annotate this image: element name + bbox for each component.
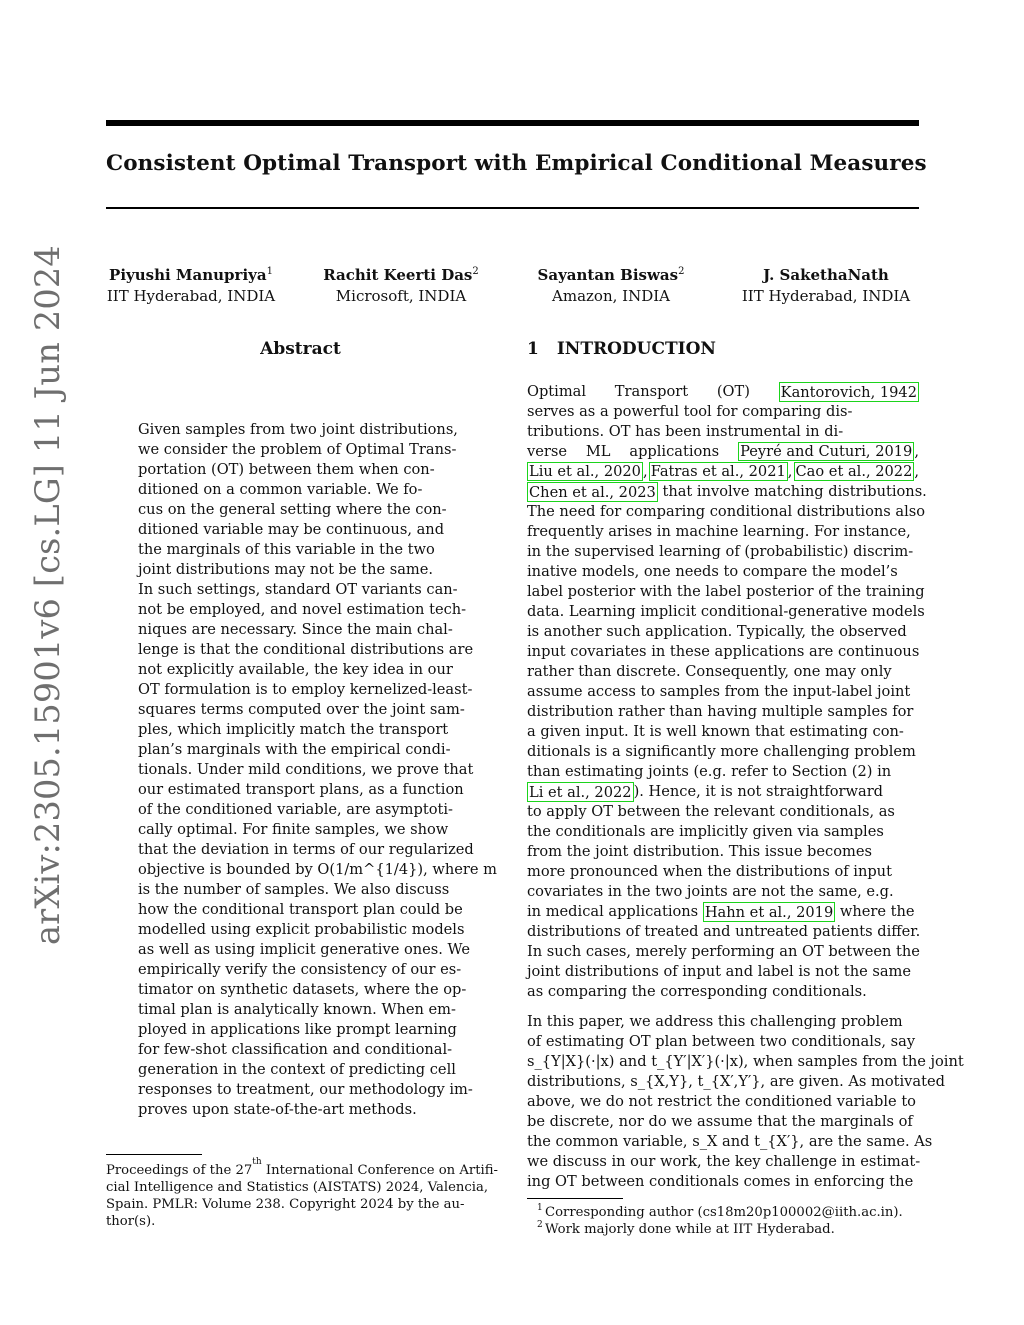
word: Optimal [527,383,587,400]
text-line: a given input. It is well known that estimating con- [527,723,904,740]
abstract-line: we consider the problem of Optimal Trans- [138,441,457,458]
author-name: J. SakethaNath [763,266,889,284]
section-title: INTRODUCTION [556,339,716,359]
citation-link[interactable]: Fatras et al., 2021 [650,463,786,480]
word: ML [585,443,611,460]
abstract-line: is the number of samples. We also discuss [138,881,450,898]
text-line: distributions, s_{X,Y}, t_{X′,Y′}, are given. As motivated [527,1073,945,1090]
text-line: above, we do not restrict the conditioned variable to [527,1093,916,1110]
footnote-line: cial Intelligence and Statistics (AISTATS) 2024, Valencia, [106,1180,489,1195]
abstract-line: timal plan is analytically known. When em- [138,1001,456,1018]
footnote-sup: th [252,1157,262,1167]
text-line: as comparing the corresponding conditionals. [527,983,867,1000]
text-line: the conditionals are implicitly given via samples [527,823,884,840]
abstract-line: not explicitly available, the key idea in our [138,661,453,678]
line-text: that involve matching distributions. [657,483,927,500]
abstract-line: of the conditioned variable, are asymptoti- [138,801,453,818]
text-line: we discuss in our work, the key challenge in estimat- [527,1153,921,1170]
footnote-line: thor(s). [106,1214,156,1229]
text-line: frequently arises in machine learning. For instance, [527,523,911,540]
text-line: assume access to samples from the input-label joint [527,683,911,700]
footnote-line [106,1157,500,1179]
footnote-line: Spain. PMLR: Volume 238. Copyright 2024 by the au- [106,1197,465,1212]
abstract-line: Given samples from two joint distributions, [138,421,458,438]
abstract-line: ployed in applications like prompt learning [138,1021,457,1038]
abstract-line: responses to treatment, our methodology im- [138,1081,473,1098]
author-mark: 2 [472,266,479,277]
arxiv-identifier: arXiv:2305.15901v6 [cs.LG] 11 Jun 2024 [28,245,67,945]
text-line [527,482,927,502]
abstract-line: cally optimal. For finite samples, we show [138,821,449,838]
text-line: covariates in the two joints are not the same, e.g. [527,883,894,900]
author-affiliation: Amazon, INDIA [552,287,670,305]
word: verse [527,443,567,460]
footnote-text: Corresponding author (cs18m20p100002@iith.ac.in). [545,1205,903,1220]
abstract-line: as well as using implicit generative ones. We [138,941,471,958]
paper-title: Consistent Optimal Transport with Empirical Conditional Measures [106,151,927,176]
author-2 [311,262,491,307]
author-1 [106,262,276,307]
abstract-heading: Abstract [260,339,341,359]
text-line: data. Learning implicit conditional-generative models [527,603,925,620]
footnote-mark: 1 [537,1203,543,1213]
footnote-2 [537,1220,919,1238]
text-line: serves as a powerful tool for comparing dis- [527,403,853,420]
footnote-text: Proceedings of the 27 [106,1163,253,1178]
footnote-1 [537,1203,919,1221]
line-text: in medical applications [527,903,703,920]
author-affiliation: IIT Hyderabad, INDIA [741,287,911,305]
abstract-line: modelled using explicit probabilistic models [138,921,465,938]
text-line: ditionals is a significantly more challenging problem [527,743,916,760]
proceedings-footnote [106,1157,500,1230]
abstract-line: that the deviation in terms of our regularized [138,841,474,858]
abstract-line: proves upon state-of-the-art methods. [138,1101,417,1118]
footnote-rule [106,1154,202,1155]
word: applications [629,443,720,460]
abstract-line: squares terms computed over the joint sam- [138,701,465,718]
text-line: tributions. OT has been instrumental in di- [527,423,844,440]
author-mark: 2 [678,266,685,277]
author-name: Rachit Keerti Das [323,266,473,284]
abstract-line: cus on the general setting where the con- [138,501,447,518]
section-heading [527,339,716,359]
footnote-rule [527,1198,623,1199]
author-3 [531,262,691,307]
author-affiliation: IIT Hyderabad, INDIA [106,287,276,305]
text-line: In such cases, merely performing an OT between the [527,943,920,960]
word: Transport [614,383,689,400]
text-line: of estimating OT plan between two conditionals, say [527,1033,916,1050]
text-line: distribution rather than having multiple samples for [527,703,914,720]
abstract-line: portation (OT) between them when con- [138,461,435,478]
text-line: input covariates in these applications are continuous [527,643,920,660]
text-line: joint distributions of input and label is not the same [527,963,912,980]
text-line: inative models, one needs to compare the model’s [527,563,898,580]
text-line: Liu et al., 2020 , Fatras et al., 2021 , Cao et al., 2022 , [529,463,920,480]
text-line: to apply OT between the relevant conditionals, as [527,803,895,820]
abstract-line: ples, which implicitly match the transport [138,721,449,738]
abstract-line: the marginals of this variable in the two [138,541,435,558]
abstract-line: empirically verify the consistency of our es- [138,961,462,978]
citation-link[interactable]: Li et al., 2022 [529,784,632,801]
abstract-line: ditioned variable may be continuous, and [138,521,445,538]
citation-link[interactable]: Kantorovich, 1942 [780,384,917,401]
author-affiliation: Microsoft, INDIA [335,287,467,305]
author-name: Piyushi Manupriya [109,266,267,284]
abstract-line: tionals. Under mild conditions, we prove that [138,761,474,778]
abstract-line: not be employed, and novel estimation tech- [138,601,467,618]
line-text: ). Hence, it is not straightforward [633,783,884,800]
footnote-text: International Conference on Artifi- [261,1163,498,1178]
citation-link[interactable]: Peyré and Cuturi, 2019 [740,443,913,460]
citation-link[interactable]: Cao et al., 2022 [795,463,913,480]
text-line: in the supervised learning of (probabilistic) discrim- [527,543,914,560]
section-number: 1 [527,339,539,359]
footnote-mark: 2 [537,1220,543,1230]
author-block [106,262,919,308]
author-footnotes [537,1203,919,1238]
abstract-line: OT formulation is to employ kernelized-least- [138,681,473,698]
abstract-line: how the conditional transport plan could be [138,901,463,918]
text-line: the common variable, s_X and t_{X′}, are the same. As [527,1133,933,1150]
text-line: than estimating joints (e.g. refer to Section (2) in [527,763,892,780]
text-line: s_{Y|X}(·|x) and t_{Y′|X′}(·|x), when samples from the joint [527,1053,964,1070]
text-line: be discrete, nor do we assume that the marginals of [527,1113,913,1130]
abstract-line: generation in the context of predicting cell [138,1061,456,1078]
citation-link[interactable]: Hahn et al., 2019 [704,904,834,921]
footnote-text: Work majorly done while at IIT Hyderabad. [545,1222,835,1237]
author-name: Sayantan Biswas [537,266,679,284]
intro-paragraph-2 [527,1012,964,1192]
title-rule-top [106,120,919,126]
author-4 [731,262,921,307]
citation-link[interactable]: Chen et al., 2023 [529,484,656,501]
intro-paragraph-1 [527,382,927,1002]
abstract-line: objective is bounded by O(1/m^{1/4}), where m [138,861,497,878]
abstract-line: joint distributions may not be the same. [138,561,434,578]
title-rule-bottom [106,207,919,209]
text-line [527,902,919,922]
text-line: is another such application. Typically, the observed [527,623,907,640]
text-line: verse ML applications Peyré and Cuturi, 2019 , [527,443,919,460]
abstract-line: In such settings, standard OT variants can- [138,581,458,598]
abstract-body [138,420,497,1120]
author-mark: 1 [266,266,273,277]
text-line: ing OT between conditionals comes in enforcing the [527,1173,914,1190]
text-line: In this paper, we address this challenging problem [527,1013,903,1030]
abstract-line: plan’s marginals with the empirical condi- [138,741,451,758]
text-line: from the joint distribution. This issue becomes [527,843,872,860]
word: (OT) [716,383,750,400]
text-line [527,382,919,402]
abstract-line: timator on synthetic datasets, where the op- [138,981,467,998]
text-line: rather than discrete. Consequently, one may only [527,663,892,680]
abstract-line: lenge is that the conditional distributions are [138,641,474,658]
text-line: The need for comparing conditional distributions also [527,503,926,520]
text-line [527,782,919,802]
text-line: distributions of treated and untreated patients differ. [527,923,921,940]
citation-link[interactable]: Liu et al., 2020 [529,463,641,480]
abstract-line: ditioned on a common variable. We fo- [138,481,423,498]
line-text: where the [835,903,915,920]
text-line: more pronounced when the distributions of input [527,863,892,880]
abstract-line: for few-shot classification and conditional- [138,1041,453,1058]
abstract-line: our estimated transport plans, as a function [138,781,464,798]
abstract-line: niques are necessary. Since the main chal- [138,621,453,638]
text-line: label posterior with the label posterior of the training [527,583,925,600]
